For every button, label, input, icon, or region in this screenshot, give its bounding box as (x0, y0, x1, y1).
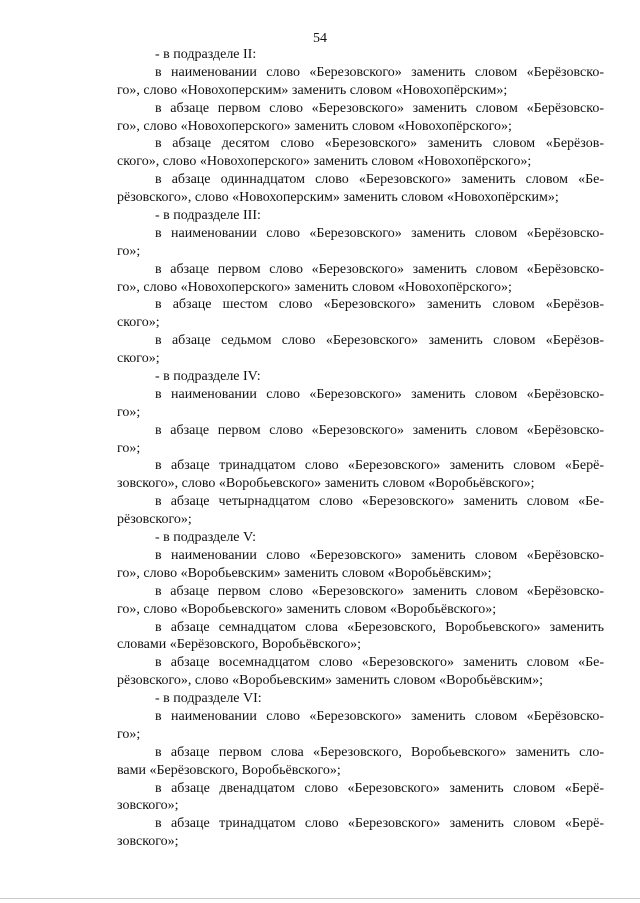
text-line: рёзовского», слово «Воробьевским» заменить словом «Воробьёвским»; (117, 673, 544, 689)
bottom-rule (0, 898, 640, 899)
text-line: в абзаце семнадцатом слова «Березовского, Воробьевского» заменить (155, 619, 604, 635)
text-line: - в подразделе VI: (155, 691, 262, 707)
text-line: в абзаце первом слово «Березовского» заменить словом «Берёзовско- (155, 422, 604, 438)
text-line: ского»; (117, 351, 160, 367)
page-number: 54 (313, 31, 327, 46)
text-line: в наименовании слово «Березовского» заменить словом «Берёзовско- (155, 386, 604, 402)
text-line: в абзаце одиннадцатом слово «Березовского» заменить словом «Бе- (155, 172, 604, 188)
text-line: в абзаце первом слово «Березовского» заменить словом «Берёзовско- (155, 100, 604, 116)
text-line: го», слово «Новохоперским» заменить словом «Новохопёрским»; (117, 82, 508, 98)
text-line: го»; (117, 404, 141, 420)
text-line: в абзаце тринадцатом слово «Березовского» заменить словом «Берё- (155, 458, 604, 474)
text-line: в абзаце седьмом слово «Березовского» заменить словом «Берёзов- (155, 333, 604, 349)
text-line: в абзаце первом слово «Березовского» заменить словом «Берёзовско- (155, 261, 604, 277)
text-line: - в подразделе IV: (155, 369, 261, 385)
text-line: го»; (117, 726, 141, 742)
text-line: зовского»; (117, 798, 179, 814)
text-line: в абзаце первом слова «Березовского, Воробьевского» заменить сло- (155, 744, 604, 760)
text-line: го»; (117, 440, 141, 456)
text-line: го», слово «Новохоперского» заменить словом «Новохопёрского»; (117, 118, 512, 134)
text-line: в наименовании слово «Березовского» заменить словом «Берёзовско- (155, 225, 604, 241)
text-line: го», слово «Новохоперского» заменить словом «Новохопёрского»; (117, 279, 512, 295)
text-line: в абзаце десятом слово «Березовского» заменить словом «Берёзов- (155, 136, 604, 152)
text-line: в абзаце восемнадцатом слово «Березовского» заменить словом «Бе- (155, 655, 604, 671)
text-line: рёзовского», слово «Новохоперским» заменить словом «Новохопёрским»; (117, 190, 559, 206)
text-line: в наименовании слово «Березовского» заменить словом «Берёзовско- (155, 64, 604, 80)
text-line: - в подразделе III: (155, 208, 261, 224)
text-line: го», слово «Воробьевского» заменить словом «Воробьёвского»; (117, 601, 497, 617)
document-body (117, 46, 604, 851)
text-line: го», слово «Воробьевским» заменить словом «Воробьёвским»; (117, 565, 492, 581)
text-line: в абзаце тринадцатом слово «Березовского» заменить словом «Берё- (155, 816, 604, 832)
text-line: ского», слово «Новохоперского» заменить словом «Новохопёрского»; (117, 154, 532, 170)
text-line: в абзаце двенадцатом слово «Березовского» заменить словом «Берё- (155, 780, 604, 796)
text-line: зовского»; (117, 834, 179, 850)
text-line: в наименовании слово «Березовского» заменить словом «Берёзовско- (155, 547, 604, 563)
text-line: ского»; (117, 315, 160, 331)
text-line: - в подразделе II: (155, 47, 257, 62)
text-line: вами «Берёзовского, Воробьёвского»; (117, 762, 341, 778)
text-line: словами «Берёзовского, Воробьёвского»; (117, 637, 362, 653)
text-line: - в подразделе V: (155, 530, 256, 546)
text-line: го»; (117, 243, 141, 259)
text-line: в абзаце первом слово «Березовского» заменить словом «Берёзовско- (155, 583, 604, 599)
text-line: в абзаце четырнадцатом слово «Березовского» заменить словом «Бе- (155, 494, 604, 510)
text-line: в абзаце шестом слово «Березовского» заменить словом «Берёзов- (155, 297, 604, 313)
text-line: зовского», слово «Воробьевского» заменить словом «Воробьёвского»; (117, 476, 535, 492)
text-line: рёзовского»; (117, 512, 192, 528)
text-line: в наименовании слово «Березовского» заменить словом «Берёзовско- (155, 708, 604, 724)
